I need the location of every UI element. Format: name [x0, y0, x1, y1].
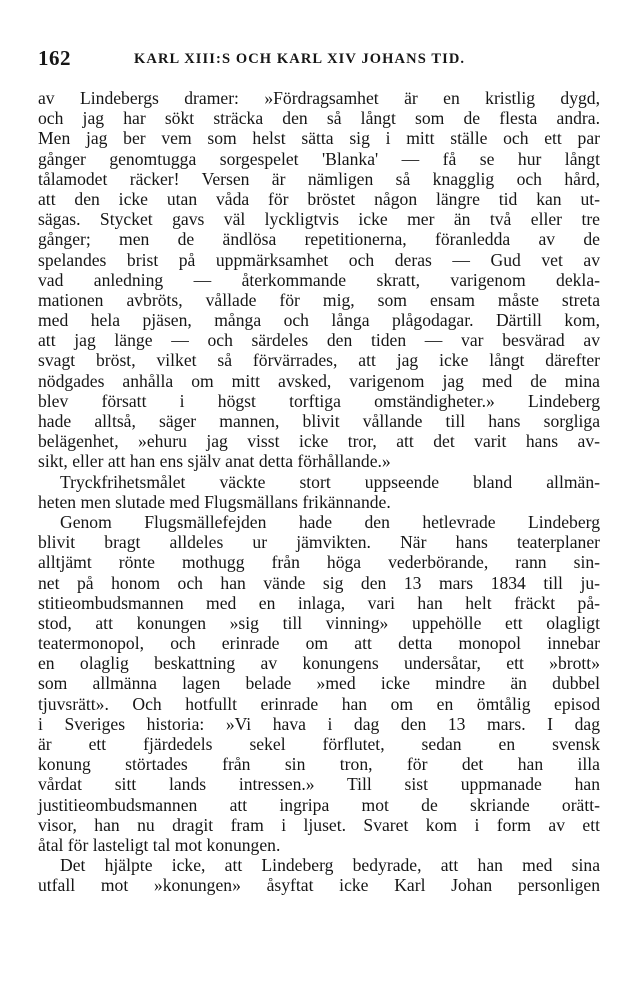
text-line: mationen avbröts, vållade för mig, som ensam måste streta	[38, 289, 600, 310]
text-line: konung störtades från sin tron, för det han illa	[38, 754, 600, 775]
text-line: stod, att konungen »sig till vinning» uppehölle ett olagligt	[38, 612, 600, 633]
running-head	[38, 46, 598, 70]
text-line: gånger genomtugga sorgespelet 'Blanka' — få se hur långt	[38, 148, 600, 169]
text-line: net på honom och han vände sig den 13 mars 1834 till ju-	[38, 572, 600, 593]
text-line: vad anledning — återkommande skratt, varigenom dekla-	[38, 269, 600, 290]
body-text	[38, 88, 600, 896]
text-line: svagt bröst, vilket så förvärrades, att jag icke långt därefter	[38, 350, 600, 371]
text-line: spelandes brist på uppmärksamhet och deras — Gud vet av	[38, 249, 600, 270]
text-line: Men jag ber vem som helst sätta sig i mitt ställe och ett par	[38, 128, 600, 149]
text-line: av Lindebergs dramer: »Fördragsamhet är en kristlig dygd,	[38, 88, 600, 108]
text-line: en olaglig beskattning av konungens undersåtar, ett »brott»	[38, 653, 600, 674]
text-line: hade alltså, säger mannen, blivit vållande till hans sorgliga	[38, 411, 600, 431]
text-line: med hela pjäsen, många och långa plågodagar. Därtill kom,	[38, 310, 600, 331]
text-line: stitieombudsmannen med en inlaga, vari han helt fräckt på-	[38, 592, 600, 613]
text-line: nödgades anhålla om mitt avsked, varigenom jag med de mina	[38, 370, 600, 391]
text-line: teatermonopol, och erinrade om att detta monopol innebar	[38, 633, 600, 654]
text-line: Det hjälpte icke, att Lindeberg bedyrade, att han med sina	[60, 855, 600, 876]
text-line: alltjämt rönte mothugg från höga vederbörande, rann sin-	[38, 552, 600, 573]
text-line: belägenhet, »ehuru jag visst icke tror, att det varit hans av-	[38, 431, 600, 452]
text-line: vårdat sitt lands intressen.» Till sist uppmanade han	[38, 774, 600, 795]
text-line: justitieombudsmannen att ingripa mot de skriande orätt-	[38, 794, 600, 815]
text-line: Tryckfrihetsmålet väckte stort uppseende bland allmän-	[60, 471, 600, 492]
text-line: utfall mot »konungen» åsyftat icke Karl Johan personligen	[38, 875, 600, 896]
text-line: åtal för lasteligt tal mot konungen.	[38, 834, 281, 855]
text-line: att jag länge — och särdeles den tiden — var besvärad av	[38, 330, 600, 351]
text-line: blev försatt i högst torftiga omständigheter.» Lindeberg	[38, 390, 600, 411]
text-line: tjuvsrätt». Och hotfullt erinrade han om en ömtålig episod	[38, 693, 600, 714]
text-line: att den icke utan våda för bröstet någon längre tid kan ut-	[38, 188, 600, 209]
text-line: i Sveriges historia: »Vi hava i dag den 13 mars. I dag	[38, 713, 600, 734]
text-line: sikt, eller att han ens själv anat detta förhållande.»	[38, 451, 391, 472]
running-title: KARL XIII:S OCH KARL XIV JOHANS TID.	[134, 51, 466, 67]
text-line: gånger; men de ändlösa repetitionerna, föranledda av de	[38, 229, 600, 250]
text-line: som allmänna lagen belade »med icke mindre än dubbel	[38, 673, 600, 694]
text-line: blivit bragt alldeles ur jämvikten. När hans teaterplaner	[38, 532, 600, 553]
text-line: visor, han nu dragit fram i ljuset. Svaret kom i form av ett	[38, 814, 600, 835]
text-line: heten men slutade med Flugsmällans frikännande.	[38, 491, 391, 512]
text-line: Genom Flugsmällefejden hade den hetlevrade Lindeberg	[60, 511, 600, 532]
text-line: är ett fjärdedels sekel förflutet, sedan en svensk	[38, 734, 600, 754]
text-line: tålamodet räcker! Versen är nämligen så knagglig och hård,	[38, 168, 600, 189]
text-line: och jag har sökt sträcka den så långt som de flesta andra.	[38, 108, 600, 129]
page-number: 162	[38, 46, 71, 70]
text-line: sägas. Stycket gavs väl lyckligtvis icke mer än två eller tre	[38, 209, 600, 230]
